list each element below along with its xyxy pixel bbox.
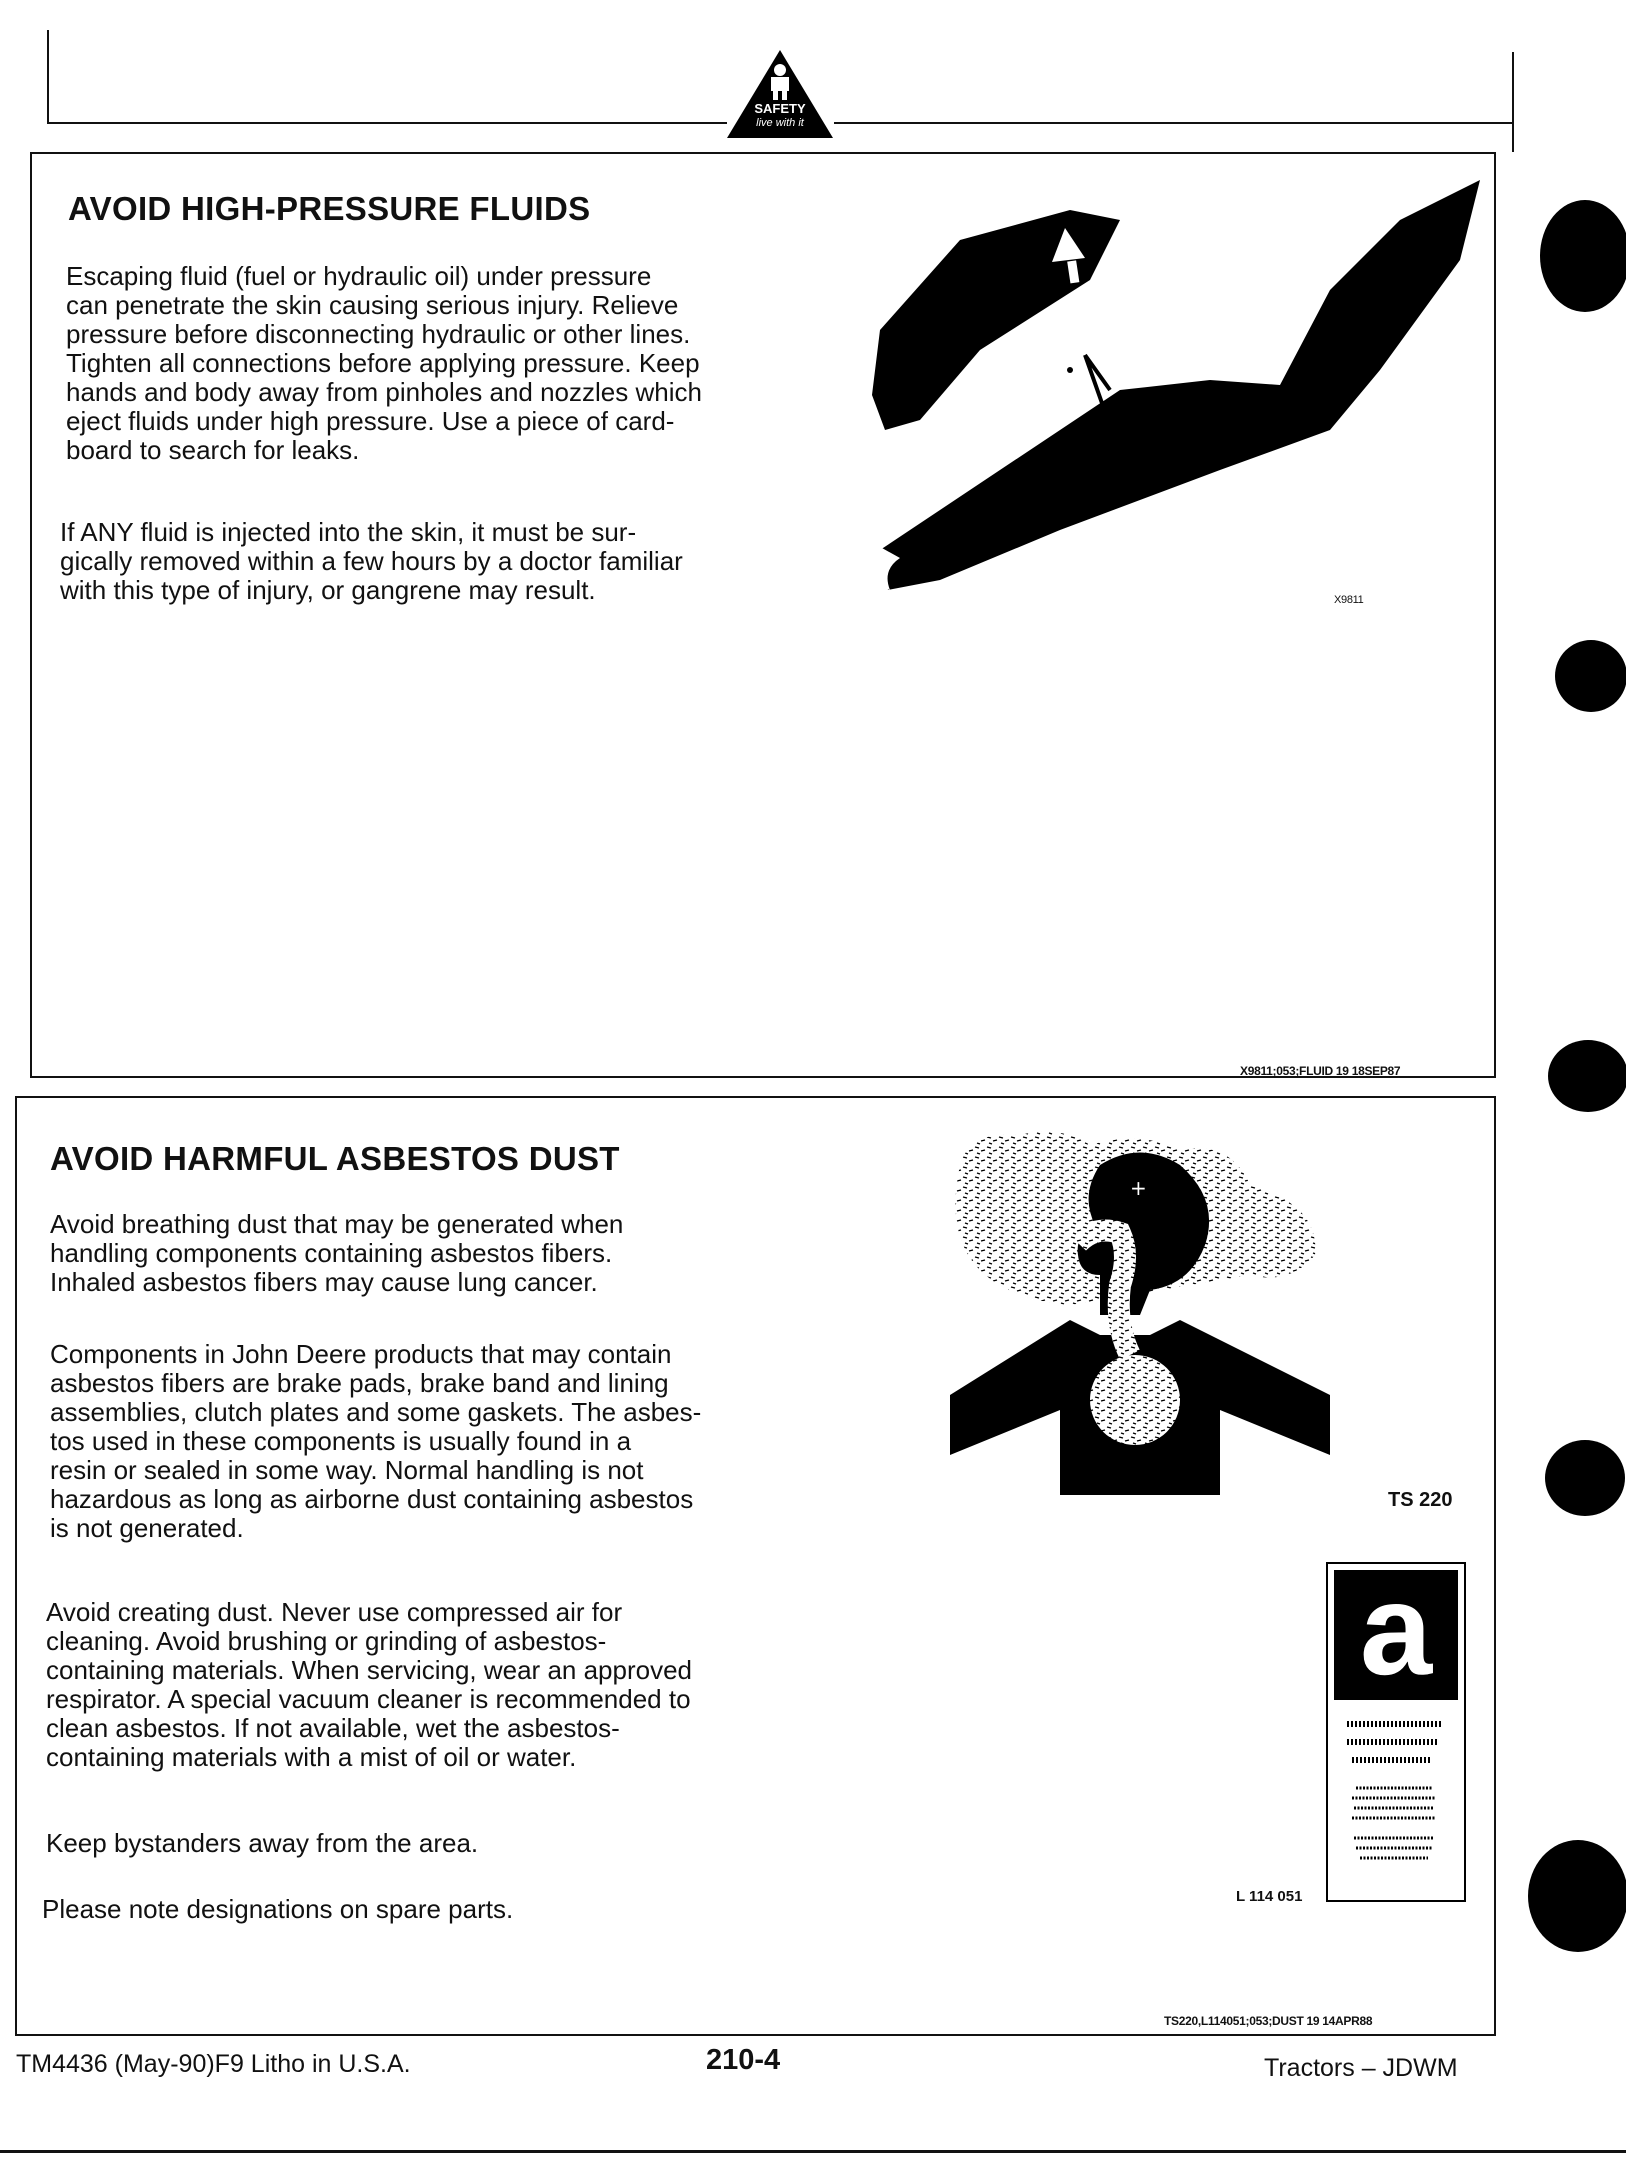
- header-bottom-rule: [47, 122, 727, 124]
- asbestos-label-text-lines: [1342, 1714, 1452, 1894]
- safety-logo-subtext: live with it: [756, 117, 804, 129]
- footer-product: Tractors – JDWM: [1264, 2054, 1458, 2082]
- body-paragraph: Please note designations on spare parts.: [42, 1894, 514, 1924]
- binder-hole: [1528, 1840, 1626, 1952]
- svg-text:+: +: [1130, 1176, 1147, 1200]
- reference-code: TS220,L114051;053;DUST 19 14APR88: [1164, 2014, 1373, 2028]
- body-paragraph: Avoid creating dust. Never use compressed air for cleaning. Avoid brushing or grinding of asbestos- containing materials. When servicing, wear an approved respirator. A special vacuum cleaner is recommended to clean asbestos. If not available, wet the asbestos- containing materials with a mist of oil or water.: [46, 1597, 693, 1772]
- header-right-rule: [1512, 52, 1514, 152]
- reference-code: X9811;053;FLUID 19 18SEP87: [1240, 1064, 1401, 1078]
- footer-doc-id: TM4436 (May-90)F9 Litho in U.S.A.: [16, 2050, 411, 2078]
- binder-hole: [1555, 640, 1626, 712]
- figure-code: TS 220: [1388, 1489, 1453, 1511]
- safety-logo: [725, 48, 835, 140]
- header-left-rule: [47, 30, 49, 124]
- binder-hole: [1540, 200, 1626, 312]
- header-bottom-rule-right: [834, 122, 1514, 124]
- figure-code: X9811: [1334, 594, 1364, 606]
- safety-logo-text: SAFETY: [754, 101, 806, 116]
- binder-hole: [1545, 1440, 1625, 1516]
- asbestos-label-letter: a: [1359, 1556, 1433, 1702]
- body-paragraph: Avoid breathing dust that may be generated when handling components containing asbestos fibers. Inhaled asbestos fibers may cause lung cancer.: [50, 1209, 624, 1297]
- section-title: AVOID HARMFUL ASBESTOS DUST: [50, 1140, 620, 1177]
- asbestos-label-letter-block: [1334, 1556, 1458, 1702]
- high-pressure-fluid-illustration: [860, 180, 1500, 600]
- asbestos-label: [1326, 1556, 1466, 1902]
- binder-hole: [1548, 1040, 1626, 1112]
- footer-page-number: 210-4: [706, 2044, 781, 2076]
- body-paragraph: If ANY fluid is injected into the skin, it must be sur- gically removed within a few hours by a doctor familiar with this type of injury, or gangrene may result.: [60, 517, 683, 605]
- label-code: L 114 051: [1236, 1888, 1303, 1905]
- body-paragraph: Components in John Deere products that may contain asbestos fibers are brake pads, brake band and lining assemblies, clutch plates and some gaskets. The asbes- tos used in these components is usually found in a resin or sealed in some way. Normal handling is not hazardous as long as airborne dust containing asbestos is not generated.: [50, 1339, 702, 1543]
- page-bottom-rule: [0, 2150, 1626, 2153]
- section-title: AVOID HIGH-PRESSURE FLUIDS: [68, 190, 591, 227]
- body-paragraph: Keep bystanders away from the area.: [46, 1828, 479, 1858]
- body-paragraph: Escaping fluid (fuel or hydraulic oil) under pressure can penetrate the skin causing serious injury. Relieve pressure before disconnecting hydraulic or other lines. Tighten all connections before applying pressure. Keep hands and body away from pinholes and nozzles which eject fluids under high pressure. Use a piece of card- board to search for leaks.: [66, 261, 702, 465]
- asbestos-dust-illustration: [950, 1125, 1330, 1495]
